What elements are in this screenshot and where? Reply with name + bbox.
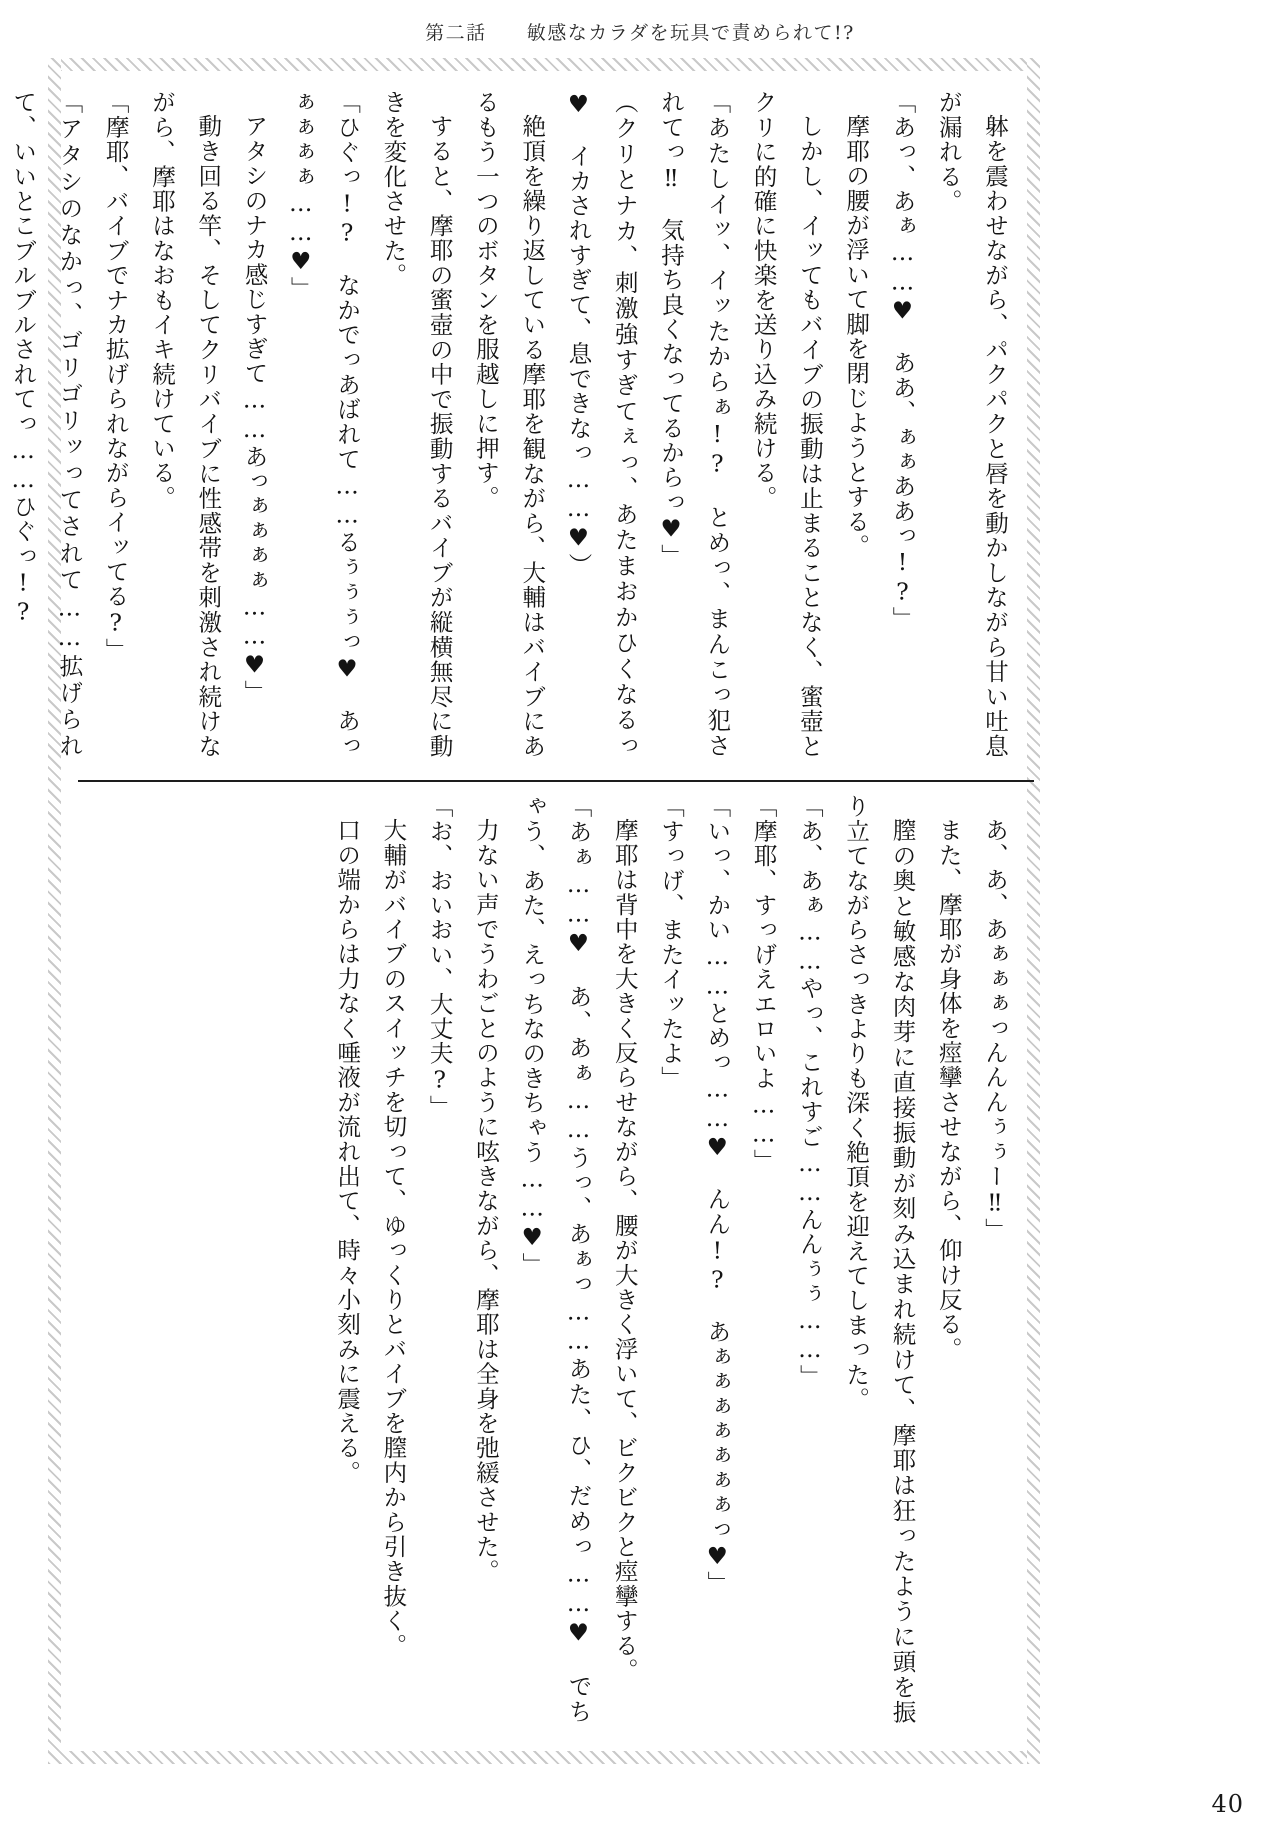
frame-hatch-bottom-icon xyxy=(48,1751,1040,1764)
paragraph: 膣の奥と敏感な肉芽に直接振動が刻み込まれ続けて、摩耶は狂ったように頭を振り立てながらさっきよりも深く絶頂を迎えてしまった。 xyxy=(842,794,917,1724)
paragraph: 「あっ、あぁ……♥ ああ、ぁぁああっ!?」 xyxy=(888,90,917,632)
paragraph: 「ひぐっ!? なかでっあばれて……るぅぅぅっ♥ あっぁぁぁぁ……♥」 xyxy=(286,90,362,758)
paragraph: アタシのナカ感じすぎて……あっぁぁぁぁ……♥」 xyxy=(240,113,269,705)
paragraph: 摩耶は背中を大きく反らせながら、腰が大きく浮いて、ビクビクと痙攣する。 xyxy=(610,817,639,1682)
paragraph: あ、あ、あぁぁぁっんんんぅぅー‼」 xyxy=(981,817,1009,1242)
paragraph: 「あぁ……♥ あ、あぁ……うっ、あぁっ……あた、ひ、だめっ……♥ でちゃう、あた、えっちなのきちゃう……♥」 xyxy=(518,794,593,1724)
text-frame xyxy=(9,72,1026,1750)
page-number: 40 xyxy=(1211,1790,1244,1818)
body-text-block-lower xyxy=(68,794,1018,1724)
paragraph: 「お、おいおい、大丈夫?」 xyxy=(425,794,454,1120)
chapter-title: 敏感なカラダを玩具で責められて!? xyxy=(526,21,855,44)
paragraph: 絶頂を繰り返している摩耶を観ながら、大輔はバイブにあるもう一つのボタンを服越しに押す。 xyxy=(471,90,547,758)
paragraph: 「摩耶、すっげえエロいよ……」 xyxy=(749,794,778,1174)
paragraph: また、摩耶が身体を痙攣させながら、仰け反る。 xyxy=(934,817,963,1361)
paragraph: 「摩耶、バイブでナカ拡げられながらイッてる?」 xyxy=(101,90,130,663)
paragraph: 摩耶の腰が浮いて脚を閉じようとする。 xyxy=(842,113,871,559)
frame-hatch-right-icon xyxy=(1027,58,1040,1764)
paragraph: 「すっげ、またイッたよ」 xyxy=(657,794,686,1091)
chapter-number: 第二話 xyxy=(425,21,487,44)
paragraph: 「あたしイッ、イッたからぁ!? とめっ、まんこっ犯されてっ‼ 気持ち良くなってるからっ♥」 xyxy=(657,90,732,758)
paragraph: （クリとナカ、刺激強すぎてぇっ、あたまおかひくなるっ♥ イカされすぎて、息できなっ……♥） xyxy=(564,90,639,758)
frame-hatch-top-icon xyxy=(48,58,1040,71)
paragraph: 動き回る竿、そしてクリバイブに性感帯を刺激され続けながら、摩耶はなおもイキ続けている。 xyxy=(147,90,223,758)
paragraph: 口の端からは力なく唾液が流れ出て、時々小刻みに震える。 xyxy=(333,817,362,1485)
paragraph: 大輔がバイブのスイッチを切って、ゆっくりとバイブを膣内から引き抜く。 xyxy=(379,817,408,1658)
body-text-block-upper xyxy=(9,90,1018,758)
paragraph: 「いっ、かい……とめっ……♥ んん!? あぁぁぁぁぁぁぁっ♥」 xyxy=(703,794,732,1596)
paragraph: すると、摩耶の蜜壺の中で振動するバイブが縦横無尽に動きを変化させた。 xyxy=(379,90,454,758)
paragraph: 「あ、あぁ……やっ、これすご……んんぅぅ……」 xyxy=(795,794,824,1390)
running-header xyxy=(0,14,1280,48)
paragraph: 力ない声でうわごとのように呟きながら、摩耶は全身を弛緩させた。 xyxy=(471,817,500,1584)
paragraph: 「アタシのなかっ、ゴリゴリッってされて……拡げられて、いいとこブルブルされてっ……ひぐっ!? xyxy=(9,90,84,758)
paragraph: 躰を震わせながら、パクパクと唇を動かしながら甘い吐息が漏れる。 xyxy=(934,90,1009,758)
paragraph: しかし、イッてもバイブの振動は止まることなく、蜜壺とクリに的確に快楽を送り込み続ける。 xyxy=(749,90,824,758)
scene-divider xyxy=(78,780,1034,782)
